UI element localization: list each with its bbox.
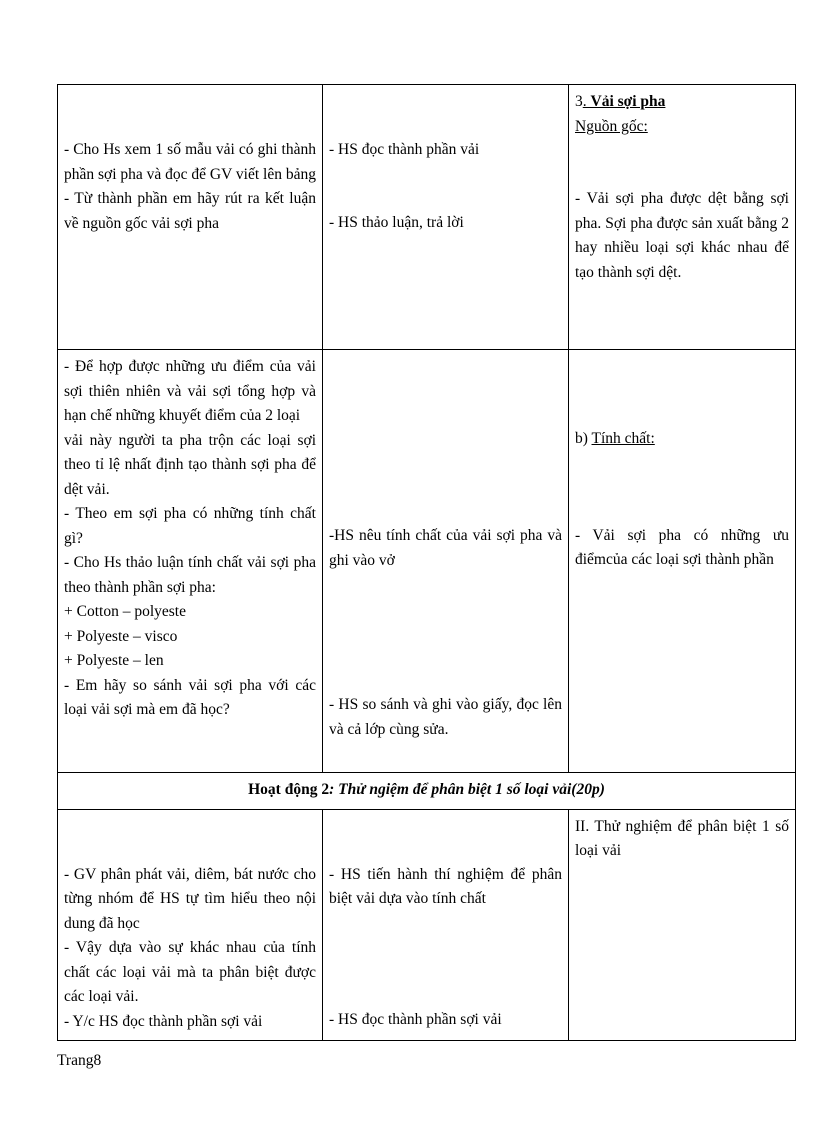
teacher-text: - Cho Hs thảo luận tính chất vải sợi pha theo thành phần sợi pha: bbox=[64, 554, 316, 596]
content-cell bbox=[569, 809, 796, 1041]
teacher-activity-cell bbox=[58, 350, 323, 773]
teacher-text: - GV phân phát vải, diêm, bát nước cho từng nhóm để HS tự tìm hiểu theo nội dung đã học bbox=[64, 865, 316, 932]
student-activity-cell bbox=[323, 350, 569, 773]
content-cell bbox=[569, 85, 796, 350]
table-row bbox=[58, 85, 796, 350]
activity-title: : Thử ngiệm để phân biệt 1 số loại vải(20p) bbox=[329, 781, 605, 798]
student-activity-cell bbox=[323, 85, 569, 350]
teacher-text: - Vậy dựa vào sự khác nhau của tính chất các loại vải mà ta phân biệt được các loại vải. bbox=[64, 939, 316, 1005]
student-text: -HS nêu tính chất của vải sợi pha và ghi vào vở bbox=[329, 527, 562, 569]
teacher-text: - Theo em sợi pha có những tính chất gì? bbox=[64, 505, 316, 547]
teacher-text: + Polyeste – len bbox=[64, 652, 164, 669]
section-heading: 3. Vải sợi pha bbox=[575, 93, 666, 110]
property-prefix: b) bbox=[575, 430, 592, 447]
table-row bbox=[58, 809, 796, 1041]
page-number: Trang8 bbox=[57, 1052, 102, 1069]
teacher-text: - Để hợp được những ưu điểm của vải sợi thiên nhiên và vải sợi tổng hợp và hạn chế những khuyết điểm của 2 loại bbox=[64, 358, 316, 424]
teacher-text: + Cotton – polyeste bbox=[64, 603, 186, 620]
section-title: Vải sợi pha bbox=[590, 93, 666, 110]
table-row bbox=[58, 350, 796, 773]
section-number: 3 bbox=[575, 93, 583, 110]
teacher-activity-cell bbox=[58, 85, 323, 350]
teacher-activity-cell bbox=[58, 809, 323, 1041]
content-cell bbox=[569, 350, 796, 773]
activity-heading-row bbox=[58, 773, 796, 810]
property-heading bbox=[575, 427, 789, 452]
teacher-text: - Y/c HS đọc thành phần sợi vải bbox=[64, 1012, 263, 1030]
student-text: - HS đọc thành phần vải bbox=[329, 141, 480, 158]
origin-label: Nguồn gốc: bbox=[575, 117, 648, 135]
property-label: Tính chất: bbox=[591, 430, 655, 447]
property-text: - Vải sợi pha có những ưu điểmcủa các loại sợi thành phần bbox=[575, 526, 789, 568]
activity-heading-cell bbox=[58, 773, 796, 810]
teacher-text: + Polyeste – visco bbox=[64, 627, 178, 645]
student-text: - HS tiến hành thí nghiệm để phân biệt vải dựa vào tính chất bbox=[329, 865, 562, 907]
origin-text: - Vải sợi pha được dệt bằng sợi pha. Sợi pha được sản xuất bằng 2 hay nhiều loại sợi khác nhau để tạo thành sợi dệt. bbox=[575, 190, 789, 281]
activity-label: Hoạt động 2 bbox=[248, 781, 330, 798]
lesson-plan-table bbox=[57, 84, 796, 1041]
section-heading: II. Thử nghiệm để phân biệt 1 số loại vải bbox=[575, 817, 789, 859]
teacher-text: - Cho Hs xem 1 số mẫu vải có ghi thành phần sợi pha và đọc để GV viết lên bảng bbox=[64, 141, 316, 183]
student-text: - HS đọc thành phần sợi vải bbox=[329, 1010, 502, 1028]
teacher-text: - Từ thành phần em hãy rút ra kết luận về nguồn gốc vải sợi pha bbox=[64, 190, 316, 232]
student-text: - HS so sánh và ghi vào giấy, đọc lên và cả lớp cùng sửa. bbox=[329, 696, 562, 738]
student-text: - HS thảo luận, trả lời bbox=[329, 213, 464, 231]
teacher-text: vải này người ta pha trộn các loại sợi theo tỉ lệ nhất định tạo thành sợi pha để dệt vải. bbox=[64, 431, 316, 498]
student-activity-cell bbox=[323, 809, 569, 1041]
teacher-text: - Em hãy so sánh vải sợi pha với các loại vải sợi mà em đã học? bbox=[64, 676, 316, 718]
